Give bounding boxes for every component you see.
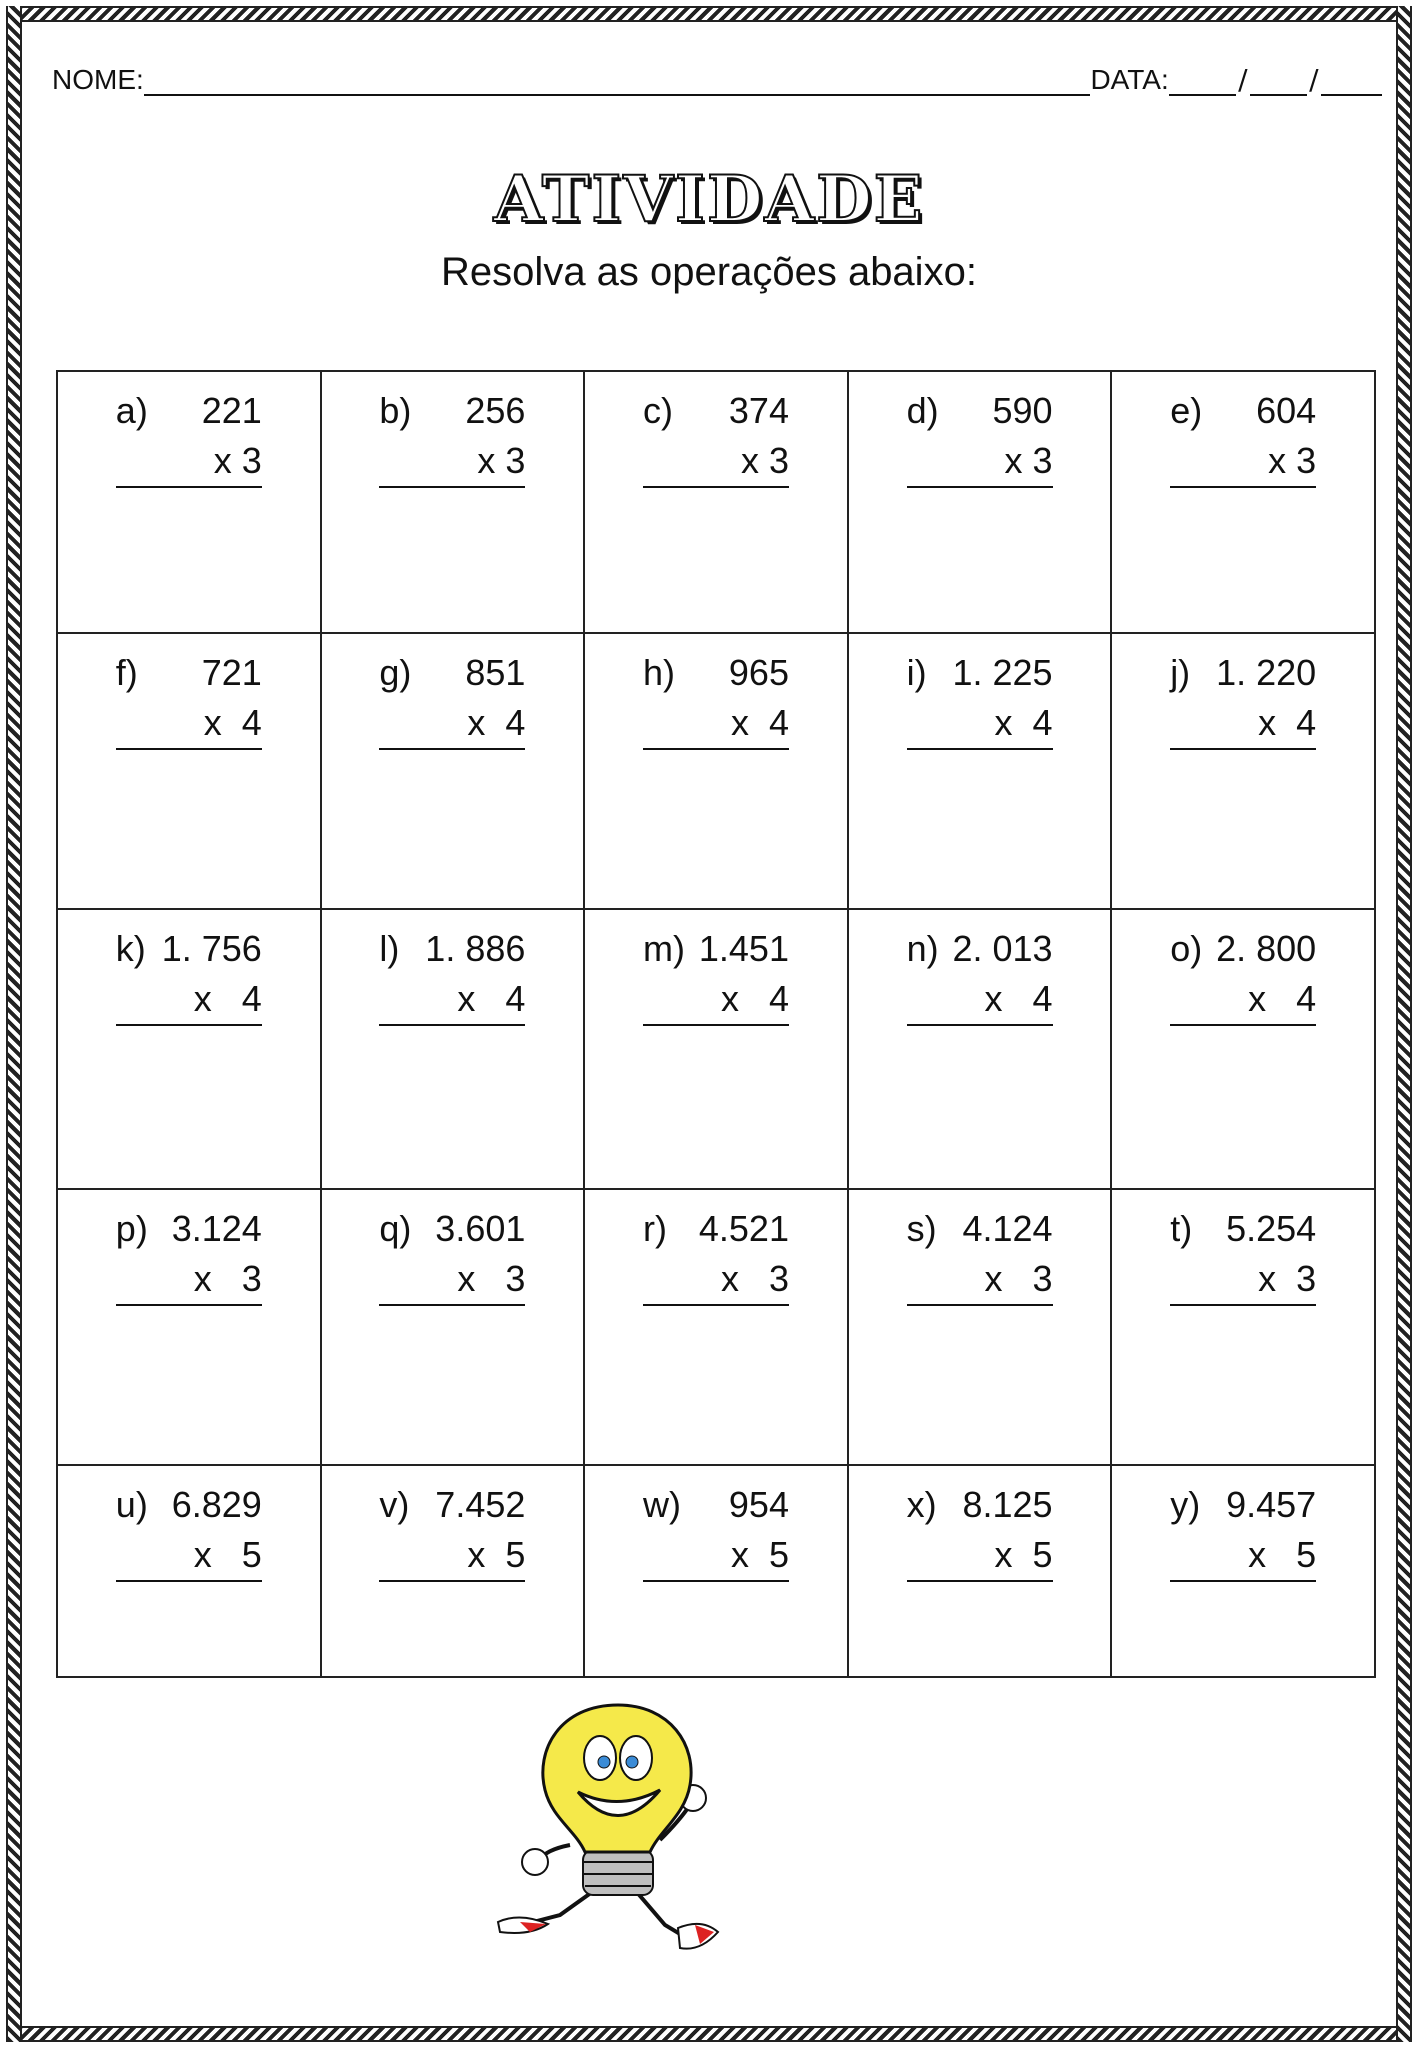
operation-cell[interactable] [57, 1465, 321, 1677]
multiplication-problem [1170, 386, 1316, 488]
problem-label: y) [1170, 1484, 1201, 1525]
problem-label: o) [1170, 928, 1203, 969]
problem-number: 3.124 [171, 1208, 262, 1249]
name-blank-field[interactable] [144, 64, 1091, 96]
operation-cell[interactable] [584, 633, 848, 909]
operation-cell[interactable] [57, 633, 321, 909]
multiplication-problem [116, 648, 262, 750]
problem-label: g) [379, 652, 412, 693]
problem-multiplier: x 3 [643, 436, 789, 488]
problem-number: 1. 756 [161, 928, 262, 969]
problem-multiplier: x 5 [643, 1530, 789, 1582]
date-month-field[interactable] [1250, 64, 1308, 96]
problem-multiplier: x 3 [116, 436, 262, 488]
problem-multiplier: x 3 [1170, 436, 1316, 488]
problem-label: m) [642, 928, 685, 969]
operation-cell[interactable] [1111, 1189, 1375, 1465]
problem-label: s) [906, 1208, 937, 1249]
problem-top-line [116, 1480, 262, 1530]
problem-label: p) [115, 1208, 148, 1249]
problem-top-line [379, 648, 525, 698]
operations-grid [56, 370, 1376, 1678]
operation-cell[interactable] [584, 1189, 848, 1465]
problem-label: l) [379, 928, 400, 969]
problem-label: b) [379, 390, 412, 431]
date-year-field[interactable] [1321, 64, 1382, 96]
problem-top-line [643, 1204, 789, 1254]
problem-number: 9.457 [1226, 1484, 1317, 1525]
operation-cell[interactable] [848, 909, 1112, 1189]
multiplication-problem [379, 1480, 525, 1582]
problem-top-line [116, 924, 262, 974]
problem-number: 6.829 [171, 1484, 262, 1525]
problem-top-line [907, 1204, 1053, 1254]
multiplication-problem [116, 924, 262, 1026]
grid-row [57, 1189, 1375, 1465]
problem-multiplier: x 3 [907, 1254, 1053, 1306]
problem-number: 851 [465, 652, 526, 693]
running-lightbulb-icon [490, 1700, 740, 1970]
multiplication-problem [1170, 924, 1316, 1026]
problem-multiplier: x 5 [379, 1530, 525, 1582]
multiplication-problem [379, 386, 525, 488]
problem-top-line [643, 648, 789, 698]
problem-top-line [1170, 1204, 1316, 1254]
multiplication-problem [643, 1480, 789, 1582]
problem-number: 3.601 [435, 1208, 526, 1249]
problem-number: 604 [1256, 390, 1317, 431]
operation-cell[interactable] [584, 909, 848, 1189]
border-left [6, 6, 22, 2042]
multiplication-problem [1170, 648, 1316, 750]
problem-multiplier: x 4 [1170, 974, 1316, 1026]
problem-multiplier: x 4 [116, 698, 262, 750]
problem-label: e) [1170, 390, 1203, 431]
problem-number: 8.125 [962, 1484, 1053, 1525]
date-label: DATA: [1090, 64, 1169, 95]
operation-cell[interactable] [321, 1189, 585, 1465]
date-day-field[interactable] [1169, 64, 1236, 96]
problem-number: 2. 800 [1216, 928, 1317, 969]
operation-cell[interactable] [584, 1465, 848, 1677]
problem-label: t) [1170, 1208, 1193, 1249]
problem-label: x) [906, 1484, 937, 1525]
problem-top-line [379, 1480, 525, 1530]
multiplication-problem [643, 386, 789, 488]
date-slash: / [1309, 63, 1319, 96]
grid-row [57, 909, 1375, 1189]
problem-top-line [379, 924, 525, 974]
problem-number: 7.452 [435, 1484, 526, 1525]
problem-label: f) [115, 652, 138, 693]
problem-top-line [907, 1480, 1053, 1530]
date-slash: / [1238, 63, 1248, 96]
operation-cell[interactable] [848, 1465, 1112, 1677]
operation-cell[interactable] [321, 1465, 585, 1677]
problem-multiplier: x 5 [116, 1530, 262, 1582]
problem-number: 5.254 [1226, 1208, 1317, 1249]
problem-label: r) [642, 1208, 667, 1249]
multiplication-problem [379, 1204, 525, 1306]
operation-cell[interactable] [848, 371, 1112, 633]
problem-number: 256 [465, 390, 526, 431]
multiplication-problem [907, 648, 1053, 750]
problem-multiplier: x 4 [1170, 698, 1316, 750]
border-top [6, 6, 1412, 22]
problem-number: 2. 013 [952, 928, 1053, 969]
operation-cell[interactable] [57, 371, 321, 633]
problem-top-line [1170, 924, 1316, 974]
multiplication-problem [907, 1204, 1053, 1306]
grid-row [57, 1465, 1375, 1677]
problem-multiplier: x 4 [116, 974, 262, 1026]
operation-cell[interactable] [321, 909, 585, 1189]
operation-cell[interactable] [1111, 909, 1375, 1189]
problem-number: 590 [992, 390, 1053, 431]
grid-row [57, 633, 1375, 909]
multiplication-problem [116, 386, 262, 488]
operation-cell[interactable] [57, 1189, 321, 1465]
multiplication-problem [643, 648, 789, 750]
grid-row [57, 371, 1375, 633]
multiplication-problem [907, 1480, 1053, 1582]
problem-number: 4.124 [962, 1208, 1053, 1249]
problem-multiplier: x 5 [907, 1530, 1053, 1582]
problem-top-line [907, 648, 1053, 698]
problem-number: 1. 225 [952, 652, 1053, 693]
problem-multiplier: x 3 [379, 436, 525, 488]
problem-label: a) [115, 390, 148, 431]
problem-top-line [379, 1204, 525, 1254]
problem-label: d) [906, 390, 939, 431]
problem-number: 1. 220 [1216, 652, 1317, 693]
header-fields [52, 56, 1382, 96]
problem-top-line [116, 386, 262, 436]
problem-number: 374 [728, 390, 789, 431]
border-right [1396, 6, 1412, 2042]
problem-top-line [643, 1480, 789, 1530]
problem-multiplier: x 3 [116, 1254, 262, 1306]
problem-multiplier: x 4 [643, 698, 789, 750]
problem-label: j) [1170, 652, 1191, 693]
problem-multiplier: x 5 [1170, 1530, 1316, 1582]
problem-multiplier: x 3 [907, 436, 1053, 488]
problem-number: 954 [728, 1484, 789, 1525]
multiplication-problem [907, 924, 1053, 1026]
problem-label: w) [642, 1484, 681, 1525]
operation-cell[interactable] [1111, 371, 1375, 633]
problem-top-line [1170, 386, 1316, 436]
problem-label: u) [115, 1484, 148, 1525]
problem-top-line [643, 386, 789, 436]
problem-multiplier: x 4 [379, 974, 525, 1026]
problem-number: 4.521 [698, 1208, 789, 1249]
operation-cell[interactable] [321, 371, 585, 633]
problem-top-line [1170, 648, 1316, 698]
problem-number: 965 [728, 652, 789, 693]
problem-top-line [379, 386, 525, 436]
problem-multiplier: x 3 [1170, 1254, 1316, 1306]
border-bottom [6, 2026, 1412, 2042]
operation-cell[interactable] [57, 909, 321, 1189]
multiplication-problem [1170, 1480, 1316, 1582]
multiplication-problem [643, 1204, 789, 1306]
problem-label: n) [906, 928, 939, 969]
problem-label: i) [906, 652, 927, 693]
multiplication-problem [907, 386, 1053, 488]
problem-label: k) [115, 928, 146, 969]
operation-cell[interactable] [1111, 633, 1375, 909]
multiplication-problem [116, 1204, 262, 1306]
multiplication-problem [116, 1480, 262, 1582]
problem-top-line [1170, 1480, 1316, 1530]
name-label: NOME: [52, 64, 144, 95]
operation-cell[interactable] [848, 633, 1112, 909]
problem-number: 1. 886 [425, 928, 526, 969]
problem-label: c) [642, 390, 673, 431]
problem-multiplier: x 4 [907, 698, 1053, 750]
problem-label: v) [379, 1484, 410, 1525]
problem-multiplier: x 4 [907, 974, 1053, 1026]
operation-cell[interactable] [848, 1189, 1112, 1465]
multiplication-problem [379, 924, 525, 1026]
problem-number: 221 [201, 390, 262, 431]
multiplication-problem [379, 648, 525, 750]
problem-multiplier: x 4 [379, 698, 525, 750]
multiplication-problem [643, 924, 789, 1026]
problem-label: q) [379, 1208, 412, 1249]
problem-top-line [907, 386, 1053, 436]
problem-top-line [643, 924, 789, 974]
problem-top-line [907, 924, 1053, 974]
page-title: ATIVIDADE [493, 162, 925, 237]
problem-multiplier: x 4 [643, 974, 789, 1026]
problem-top-line [116, 648, 262, 698]
problem-label: h) [642, 652, 675, 693]
operation-cell[interactable] [1111, 1465, 1375, 1677]
problem-number: 1.451 [698, 928, 789, 969]
problem-top-line [116, 1204, 262, 1254]
operation-cell[interactable] [321, 633, 585, 909]
page-subtitle: Resolva as operações abaixo: [441, 250, 977, 294]
problem-multiplier: x 3 [643, 1254, 789, 1306]
operation-cell[interactable] [584, 371, 848, 633]
problem-number: 721 [201, 652, 262, 693]
problem-multiplier: x 3 [379, 1254, 525, 1306]
multiplication-problem [1170, 1204, 1316, 1306]
